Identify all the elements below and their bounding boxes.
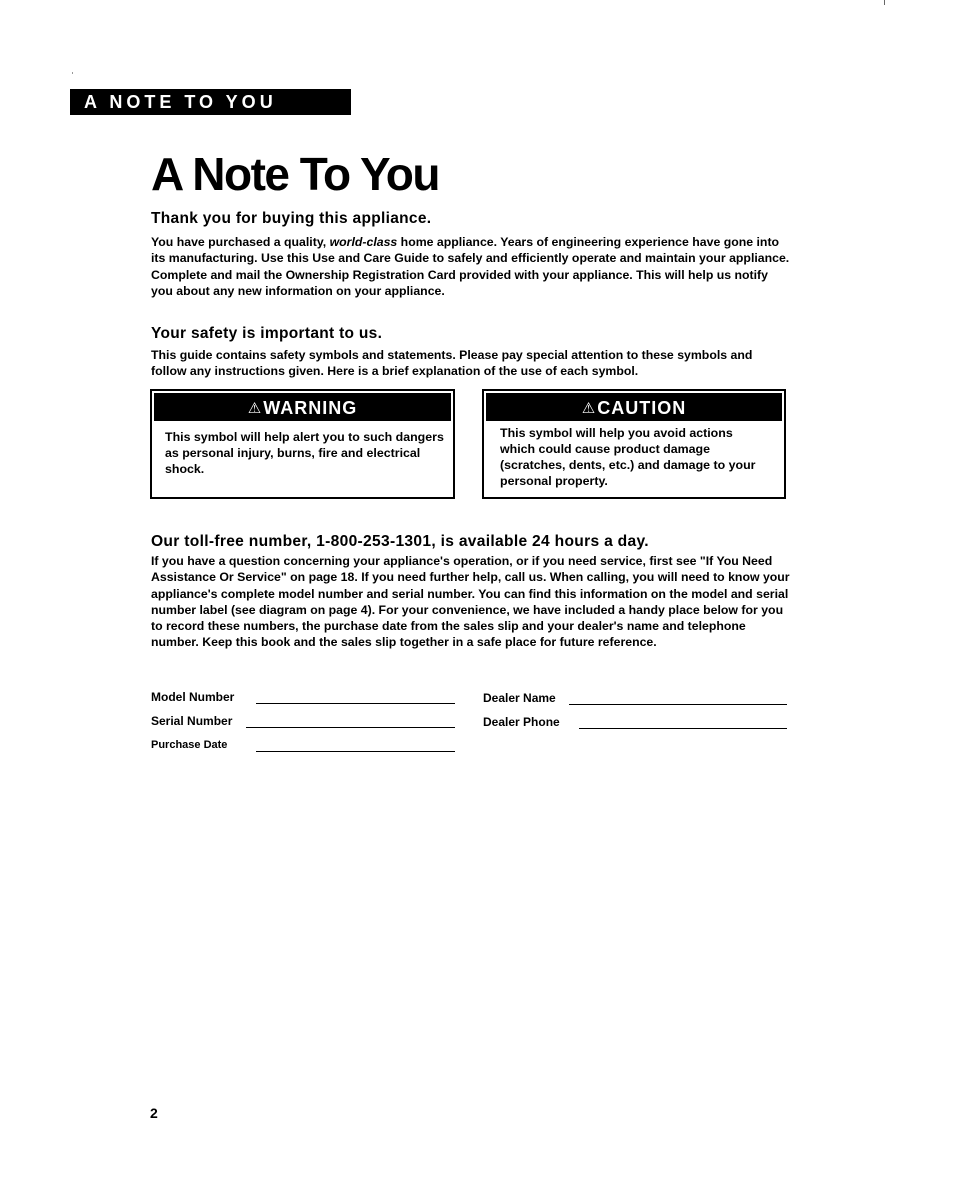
serial-number-blank[interactable] <box>246 727 455 728</box>
serial-number-label: Serial Number <box>151 714 233 728</box>
thank-you-paragraph <box>151 234 791 299</box>
thank-you-text-start: You have purchased a quality, <box>151 235 330 249</box>
warning-triangle-icon: ⚠ <box>247 400 263 417</box>
safety-heading: Your safety is important to us. <box>151 325 383 342</box>
purchase-date-field <box>151 736 456 754</box>
purchase-date-blank[interactable] <box>256 751 455 752</box>
safety-paragraph: This guide contains safety symbols and statements. Please pay special attention to these symbols and follow any instructions given. Here is a brief explanation of the use of each symbol. <box>151 348 753 379</box>
warning-header <box>154 393 451 421</box>
dealer-phone-field <box>483 713 788 731</box>
caution-triangle-icon: ⚠ <box>581 400 597 417</box>
tollfree-paragraph: If you have a question concerning your appliance's operation, or if you need service, first see "If You Need Assistance Or Service" on page 18. If you need further help, call us. When calling, you will need to know your appliance's complete model number and serial number. You can find this information on the model and serial number label (see diagram on page 4). For your convenience, we have included a handy place below for you to record these numbers, the purchase date from the sales slip and your dealer's name and telephone number. Keep this book and the sales slip together in a safe place for future reference. <box>151 554 790 650</box>
tollfree-heading: Our toll-free number, 1-800-253-1301, is available 24 hours a day. <box>151 533 649 550</box>
caution-header <box>486 393 782 421</box>
caution-label: CAUTION <box>597 398 687 418</box>
purchase-date-label: Purchase Date <box>151 739 228 751</box>
dealer-name-label: Dealer Name <box>483 691 556 705</box>
thank-you-text-end: home appliance. Years of engineering experience have gone into its manufacturing. Use this Use and Care Guide to safely and efficiently operate and maintain your appliance. Complete and mail the Ownership Registration Card provided with your appliance. This will help us notify you about any new information on your appliance. <box>151 235 790 298</box>
model-number-field <box>151 688 456 706</box>
warning-text: This symbol will help alert you to such dangers as personal injury, burns, fire and electrical shock. <box>165 430 444 476</box>
caution-box <box>482 389 786 499</box>
serial-number-field <box>151 712 456 730</box>
dealer-name-field <box>483 689 788 707</box>
caution-text: This symbol will help you avoid actions which could cause product damage (scratches, dents, etc.) and damage to your personal property. <box>500 426 756 488</box>
corner-mark <box>884 0 885 5</box>
thank-you-emphasis: world-class <box>329 235 398 249</box>
dealer-phone-blank[interactable] <box>579 728 787 729</box>
dealer-name-blank[interactable] <box>569 704 787 705</box>
thank-you-heading: Thank you for buying this appliance. <box>151 210 432 227</box>
model-number-label: Model Number <box>151 690 235 704</box>
warning-label: WARNING <box>263 398 358 418</box>
margin-mark <box>72 72 73 74</box>
model-number-blank[interactable] <box>256 703 455 704</box>
warning-box <box>150 389 455 499</box>
section-tab: A NOTE TO YOU <box>70 89 351 115</box>
dealer-phone-label: Dealer Phone <box>483 715 560 729</box>
page-number: 2 <box>150 1105 158 1121</box>
page-title: A Note To You <box>151 148 439 200</box>
